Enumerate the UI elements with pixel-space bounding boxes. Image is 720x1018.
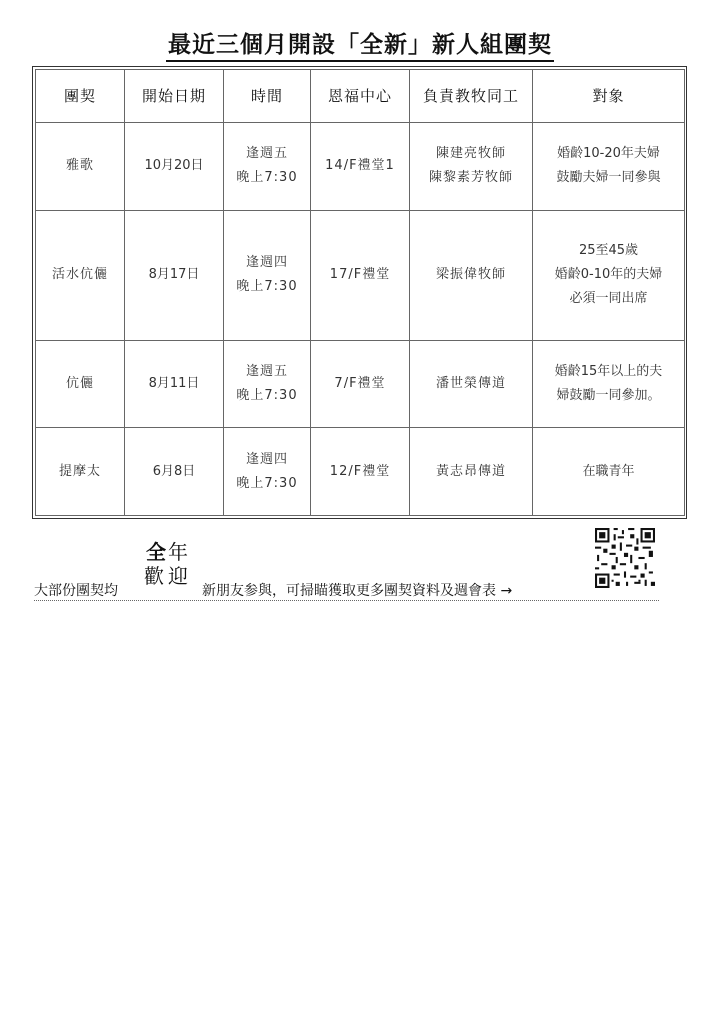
- column-header: 恩福中心: [311, 70, 410, 123]
- cell-time-line: 晚上7:30: [236, 279, 298, 295]
- cell-pastor: [410, 210, 533, 340]
- cell-start: 8月11日: [125, 340, 224, 428]
- table-body: [36, 123, 685, 516]
- table-row: [36, 428, 685, 516]
- cell-start: 10月20日: [125, 123, 224, 211]
- cell-time-line: 晚上7:30: [236, 475, 298, 491]
- cell-pastor-line: 陳建亮牧師: [435, 146, 506, 162]
- table-header-row: [36, 70, 685, 123]
- cell-venue: [311, 428, 410, 516]
- cell-pastor-line: 梁振偉牧師: [435, 267, 506, 283]
- table-row: [36, 340, 685, 428]
- cell-venue-line: 7/F禮堂: [334, 376, 386, 392]
- cell-pastor-line: 黃志昂傳道: [435, 463, 506, 479]
- cell-pastor-line: 潘世榮傳道: [435, 376, 506, 392]
- cell-start: 8月17日: [125, 210, 224, 340]
- cell-time-line: 晚上7:30: [236, 170, 298, 186]
- cell-name: 雅歌: [36, 123, 125, 211]
- fellowship-table-frame: [32, 66, 687, 519]
- cell-target: [533, 428, 685, 516]
- table-row: [36, 210, 685, 340]
- cell-start: 6月8日: [125, 428, 224, 516]
- footer-note: [34, 580, 659, 601]
- cell-venue: [311, 210, 410, 340]
- cell-pastor: [410, 340, 533, 428]
- footer-text-left: 大部份團契均: [34, 583, 118, 599]
- cell-venue: [311, 123, 410, 211]
- column-header: 開始日期: [125, 70, 224, 123]
- cell-time-line: 逢週四: [245, 255, 288, 271]
- column-header: 時間: [224, 70, 311, 123]
- welcome-char: 歡: [144, 564, 164, 588]
- fellowship-table: [35, 69, 685, 516]
- cell-venue: [311, 340, 410, 428]
- column-header: 團契: [36, 70, 125, 123]
- page-title-text: 最近三個月開設「全新」新人組團契: [166, 32, 554, 62]
- cell-target-line: 在職青年: [582, 463, 635, 479]
- column-header: 負責教牧同工: [410, 70, 533, 123]
- cell-target: [533, 340, 685, 428]
- cell-time-line: 晚上7:30: [236, 388, 298, 404]
- cell-target-line: 婚齡0-10年的夫婦: [554, 267, 663, 283]
- cell-target-line: 鼓勵夫婦一同參與: [556, 170, 661, 186]
- cell-time-line: 逢週五: [245, 364, 288, 380]
- cell-name: 活水伉儷: [36, 210, 125, 340]
- welcome-char: 年: [168, 540, 188, 564]
- cell-pastor: [410, 428, 533, 516]
- cell-target-line: 婚齡10-20年夫婦: [557, 146, 660, 162]
- cell-time: [224, 210, 311, 340]
- cell-pastor: [410, 123, 533, 211]
- column-header: 對象: [533, 70, 685, 123]
- welcome-char: 全: [146, 540, 166, 564]
- cell-time-line: 逢週五: [245, 146, 288, 162]
- cell-time: [224, 340, 311, 428]
- cell-time: [224, 123, 311, 211]
- footer-text-right: 新朋友参與，可掃瞄獲取更多團契資料及週會表 →: [202, 583, 513, 599]
- cell-name: 提摩太: [36, 428, 125, 516]
- qr-code-icon[interactable]: [595, 528, 655, 588]
- cell-target-line: 婚齡15年以上的夫: [554, 364, 663, 380]
- welcome-char: 迎: [168, 564, 188, 588]
- cell-time-line: 逢週四: [245, 451, 288, 467]
- cell-target: [533, 210, 685, 340]
- cell-target-line: 必須一同出席: [569, 291, 648, 307]
- cell-target: [533, 123, 685, 211]
- cell-pastor-line: 陳黎素芳牧師: [428, 170, 513, 186]
- cell-venue-line: 12/F禮堂: [329, 463, 391, 479]
- cell-name: 伉儷: [36, 340, 125, 428]
- cell-venue-line: 17/F禮堂: [329, 267, 391, 283]
- page-title: [0, 26, 720, 59]
- cell-time: [224, 428, 311, 516]
- cell-target-line: 婦鼓勵一同參加。: [556, 388, 661, 404]
- cell-venue-line: 14/F禮堂1: [325, 158, 395, 174]
- cell-target-line: 25至45歲: [578, 243, 639, 259]
- table-row: [36, 123, 685, 211]
